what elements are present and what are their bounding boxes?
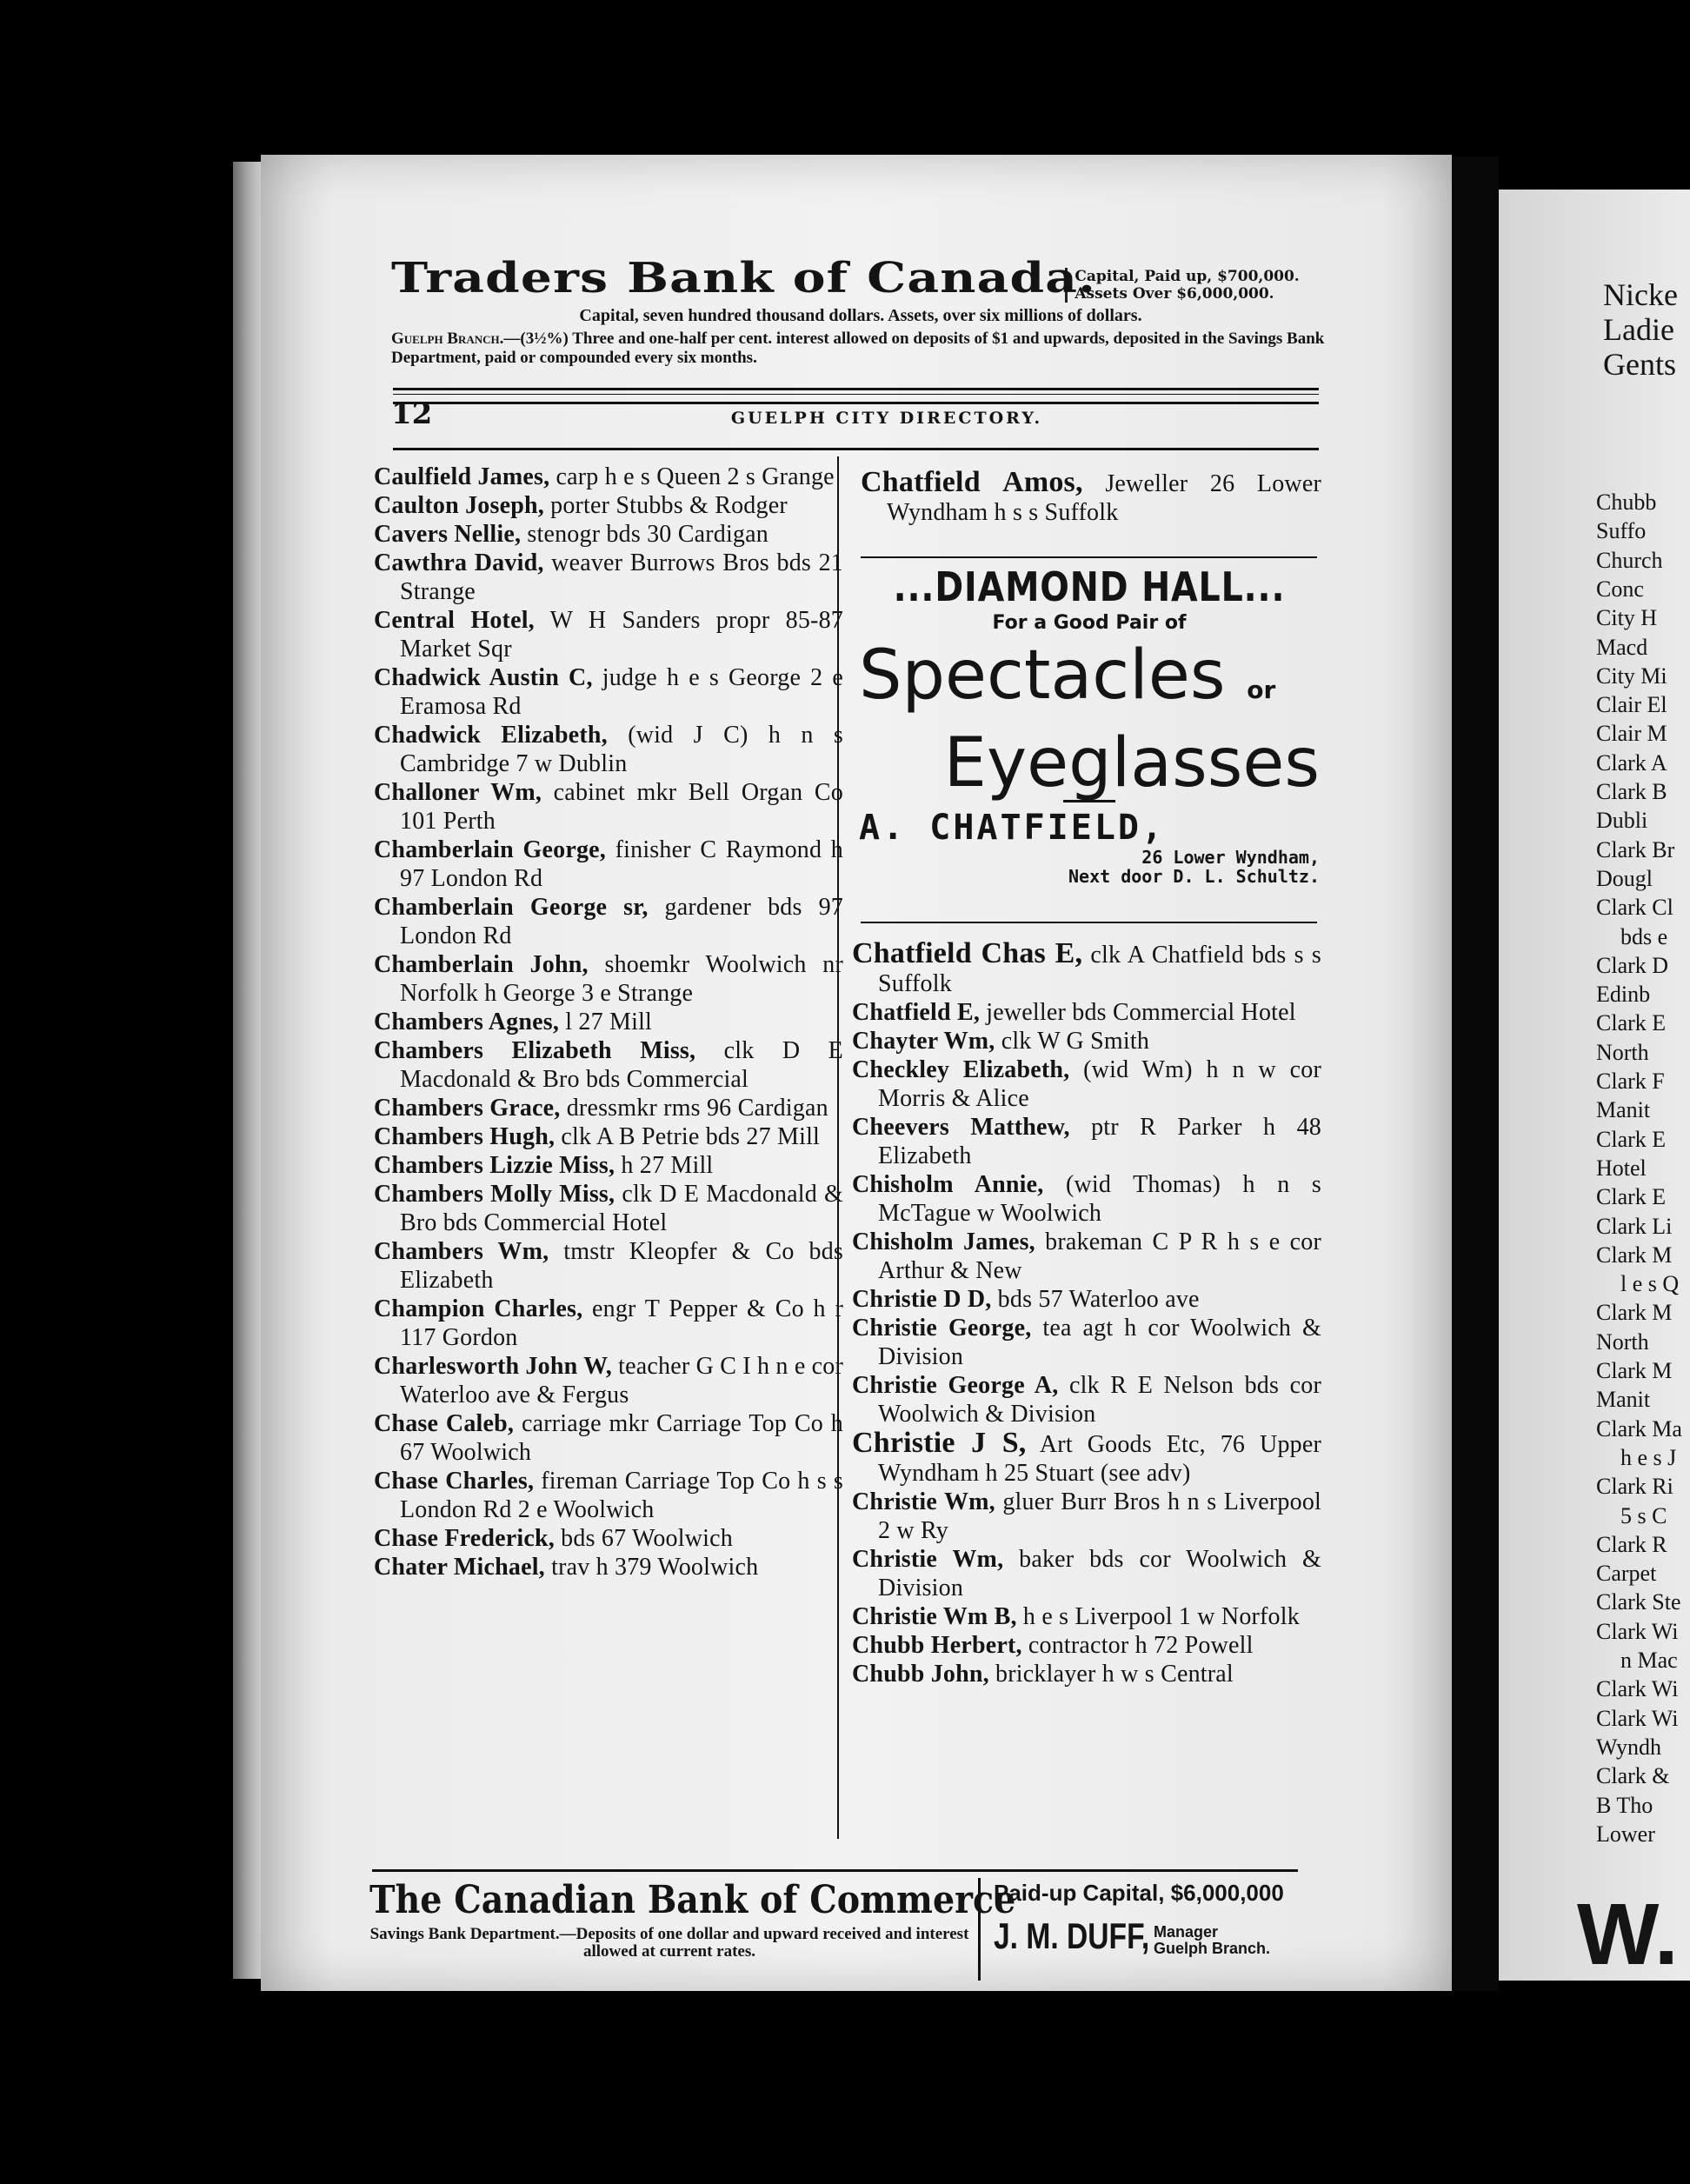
entry-details: Jeweller 26 Lower Wyndham h s s Suffolk: [887, 470, 1321, 526]
entry-details: clk W G Smith: [995, 1028, 1150, 1055]
entry-details: clk D E Macdonald & Bro bds Commercial Hotel: [400, 1181, 843, 1236]
next-page-entry: Clair El: [1596, 692, 1667, 718]
next-page-entry: Clark B: [1596, 779, 1667, 804]
next-page-entry: Hotel: [1596, 1155, 1647, 1181]
eyeglasses-heading: Eyeglasses: [943, 724, 1320, 802]
next-page-ad-letter: W.: [1577, 1886, 1679, 1981]
entry-name: Christie Wm,: [852, 1546, 1004, 1573]
directory-entry: [852, 1055, 1321, 1113]
next-page-entry: Clark E: [1596, 1010, 1667, 1036]
diamond-hall-title: ...DIAMOND HALL...: [893, 563, 1286, 610]
directory-entry: [852, 1631, 1321, 1660]
entry-name: Chambers Elizabeth Miss,: [374, 1037, 696, 1064]
entry-details: engr T Pepper & Co h r 117 Gordon: [400, 1295, 843, 1351]
entry-details: clk D E Macdonald & Bro bds Commercial: [400, 1037, 843, 1093]
next-page-entry: Clark M: [1596, 1358, 1673, 1383]
entry-name: Chubb Herbert,: [852, 1632, 1022, 1659]
directory-entry: [852, 1602, 1321, 1631]
directory-entry: [374, 836, 843, 893]
traders-bank-name: Traders Bank of Canada.: [391, 254, 1097, 303]
next-page-entry: Clark M: [1596, 1300, 1673, 1326]
capital-note-line-1: Capital, Paid up, $700,000.: [1075, 268, 1300, 285]
entry-name: Chubb John,: [852, 1661, 989, 1688]
entry-details: bds 57 Waterloo ave: [991, 1286, 1200, 1313]
directory-entry: [374, 1352, 843, 1409]
entry-name: Chater Michael,: [374, 1554, 545, 1581]
next-page-entry: Dubli: [1596, 808, 1648, 834]
entry-details: clk R E Nelson bds cor Woolwich & Division: [878, 1372, 1321, 1428]
right-column: [852, 939, 1321, 1688]
entry-name: Chisholm James,: [852, 1228, 1035, 1255]
next-page-entry: North: [1596, 1039, 1649, 1065]
directory-entry: [374, 606, 843, 663]
next-page-entry: Clark A: [1596, 749, 1667, 776]
next-page-entry: Suffo: [1596, 518, 1647, 544]
next-page-entry: Edinb: [1596, 982, 1651, 1008]
cbc-left: [369, 1878, 1016, 1961]
directory-entry: [374, 1467, 843, 1524]
entry-details: teacher G C I h n e cor Waterloo ave & Fergus: [400, 1353, 844, 1408]
directory-entry: [852, 1660, 1321, 1688]
next-page-entry: Clark Ri: [1596, 1474, 1673, 1500]
next-page-entry: bds e: [1620, 923, 1668, 949]
next-page-entry: Lower: [1596, 1821, 1655, 1847]
entry-details: cabinet mkr Bell Organ Co 101 Perth: [400, 779, 843, 835]
directory-entry: [852, 1285, 1321, 1314]
directory-entry: [852, 1428, 1321, 1488]
capital-note-line-2: Assets Over $6,000,000.: [1075, 285, 1274, 303]
next-page-head-2: Ladie: [1603, 312, 1674, 347]
next-page-entry: Clark Wi: [1596, 1705, 1679, 1731]
cbc-manager: [994, 1915, 1324, 1957]
entry-details: stenogr bds 30 Cardigan: [521, 521, 768, 548]
entry-name: Chase Frederick,: [374, 1525, 555, 1552]
next-page-head-3: Gents: [1603, 347, 1676, 382]
entry-details: brakeman C P R h s e cor Arthur & New: [878, 1228, 1321, 1284]
next-page-entry: Church: [1596, 547, 1663, 573]
next-page-entry: Conc: [1596, 576, 1644, 602]
cbc-capital: Paid-up Capital, $6,000,000: [994, 1880, 1284, 1906]
running-head: GUELPH CITY DIRECTORY.: [730, 409, 1043, 428]
entry-details: gluer Burr Bros h n s Liverpool 2 w Ry: [878, 1488, 1321, 1544]
directory-entry: [374, 520, 843, 549]
next-page-head-1: Nicke: [1603, 277, 1678, 312]
entry-details: porter Stubbs & Rodger: [543, 492, 788, 519]
next-page-entry: Chubb: [1596, 489, 1657, 515]
traders-bank-capital-line: Capital, seven hundred thousand dollars. Assets, over six millions of dollars.: [579, 306, 1142, 325]
entry-details: carp h e s Queen 2 s Grange: [549, 463, 835, 490]
next-page-entry: City H: [1596, 605, 1658, 631]
cbc-savings-note: Savings Bank Department.—Deposits of one dollar and upward received and interest allowed at current rates.: [369, 1925, 969, 1961]
entry-name: Chadwick Austin C,: [374, 664, 593, 691]
entry-details: dressmkr rms 96 Cardigan: [560, 1095, 828, 1122]
directory-entry: [374, 893, 843, 950]
entry-name: Checkley Elizabeth,: [852, 1056, 1070, 1083]
diamond-hall-ad: [859, 563, 1320, 886]
entry-details: h 27 Mill: [615, 1152, 714, 1179]
directory-entry: [852, 998, 1321, 1027]
entry-name: Chatfield Amos,: [861, 466, 1083, 498]
entry-name: Charlesworth John W,: [374, 1353, 612, 1380]
next-page-entry: Wyndh: [1596, 1734, 1661, 1760]
next-page-entry: Clark D: [1596, 952, 1669, 978]
entry-name: Champion Charles,: [374, 1295, 583, 1322]
cbc-name: The Canadian Bank of Commerce: [369, 1878, 1016, 1922]
ad-top-rule: [861, 556, 1317, 558]
entry-details: judge h e s George 2 e Eramosa Rd: [400, 664, 843, 720]
entry-details: jeweller bds Commercial Hotel: [980, 999, 1296, 1026]
entry-name: Cheevers Matthew,: [852, 1114, 1070, 1141]
manager-title: [1154, 1924, 1270, 1957]
directory-entry: [374, 1237, 843, 1295]
entry-name: Chambers Molly Miss,: [374, 1181, 615, 1208]
traders-bank-branch-text: [391, 330, 1330, 368]
next-page-entry: Clark &: [1596, 1763, 1670, 1789]
directory-entry: [374, 1122, 843, 1151]
entry-details: ptr R Parker h 48 Elizabeth: [878, 1114, 1321, 1169]
next-page-entry: 5 s C: [1620, 1502, 1667, 1528]
entry-details: (wid Thomas) h n s McTague w Woolwich: [878, 1171, 1321, 1227]
diamond-hall-subtitle: For a Good Pair of: [992, 612, 1187, 634]
next-page-entry: Clark E: [1596, 1126, 1667, 1152]
entry-details: tea agt h cor Woolwich & Division: [878, 1315, 1321, 1370]
header-rule-2: [393, 394, 1319, 395]
entry-name: Caulton Joseph,: [374, 492, 544, 519]
chatfield-address-2: Next door D. L. Schultz.: [1068, 866, 1320, 887]
spectacles-heading: [859, 636, 1320, 727]
directory-entry: [374, 1008, 843, 1036]
next-page-entry: l e s Q: [1620, 1271, 1680, 1297]
directory-entry: [374, 950, 843, 1008]
left-column: [374, 463, 843, 1581]
directory-entry: [374, 549, 843, 606]
entry-details: h e s Liverpool 1 w Norfolk: [1016, 1603, 1300, 1630]
entry-name: Christie J S,: [852, 1427, 1027, 1459]
directory-entry: [374, 1295, 843, 1352]
next-page-entry: h e s J: [1620, 1444, 1677, 1470]
directory-entry: [852, 1488, 1321, 1545]
ad-bottom-rule: [861, 922, 1317, 923]
next-page-entry: Manit: [1596, 1387, 1651, 1413]
next-page-entry: Clark R: [1596, 1531, 1667, 1557]
directory-entry: [852, 1371, 1321, 1428]
next-page-entry: n Mac: [1620, 1648, 1678, 1673]
entry-name: Christie George A,: [852, 1372, 1059, 1399]
entry-details: bricklayer h w s Central: [988, 1661, 1234, 1688]
branch-label: Guelph Branch.: [391, 330, 504, 348]
adjacent-page-fragment: [1499, 190, 1690, 1981]
entry-name: Chambers Grace,: [374, 1095, 561, 1122]
directory-entry: [374, 1036, 843, 1094]
directory-entry: [852, 1314, 1321, 1371]
page-number: 12: [391, 396, 433, 431]
entry-details: clk A B Petrie bds 27 Mill: [555, 1123, 821, 1150]
entry-name: Chayter Wm,: [852, 1028, 995, 1055]
entry-details: l 27 Mill: [559, 1009, 653, 1035]
directory-entry: [852, 1545, 1321, 1602]
directory-entry: [852, 1228, 1321, 1285]
entry-details: weaver Burrows Bros bds 21 Strange: [400, 549, 844, 605]
directory-entry: [852, 939, 1321, 998]
entry-name: Chase Charles,: [374, 1468, 535, 1495]
entry-name: Chase Caleb,: [374, 1410, 515, 1437]
next-page-entry: Manit: [1596, 1097, 1651, 1123]
next-page-entry: Dougl: [1596, 865, 1653, 891]
directory-entry: [852, 1113, 1321, 1170]
entry-details: fireman Carriage Top Co h s s London Rd 2 e Woolwich: [400, 1468, 843, 1523]
entry-details: finisher C Raymond h 97 London Rd: [400, 836, 843, 892]
entry-name: Christie George,: [852, 1315, 1032, 1342]
cbc-separator: [978, 1878, 981, 1981]
next-page-entry: City Mi: [1596, 663, 1667, 689]
next-page-entry: Clark Ma: [1596, 1415, 1682, 1442]
entry-details: tmstr Kleopfer & Co bds Elizabeth: [400, 1238, 843, 1294]
entry-details: baker bds cor Woolwich & Division: [878, 1546, 1321, 1601]
running-head-rule: [393, 448, 1319, 450]
page-gutter: [1452, 156, 1499, 1991]
directory-entry: [374, 778, 843, 836]
entry-name: Chambers Hugh,: [374, 1123, 556, 1150]
next-page-entry: Clark F: [1596, 1069, 1665, 1094]
next-page-entry: B Tho: [1596, 1792, 1653, 1818]
directory-entry: [852, 1027, 1321, 1055]
next-page-entry: Clark Li: [1596, 1213, 1673, 1239]
entry-details: bds 67 Woolwich: [554, 1525, 733, 1552]
chatfield-address-1: 26 Lower Wyndham,: [1141, 847, 1320, 868]
entry-name: Challoner Wm,: [374, 779, 542, 806]
entry-details: (wid J C) h n s Cambridge 7 w Dublin: [400, 722, 843, 777]
header-rule-3: [393, 402, 1319, 404]
entry-name: Caulfield James,: [374, 463, 550, 490]
entry-details: contractor h 72 Powell: [1021, 1632, 1254, 1659]
entry-name: Christie Wm B,: [852, 1603, 1017, 1630]
footer-rule: [372, 1869, 1298, 1872]
entry-details: (wid Wm) h n w cor Morris & Alice: [878, 1056, 1321, 1112]
directory-entry: [374, 1524, 843, 1553]
entry-details: shoemkr Woolwich nr Norfolk h George 3 e Strange: [400, 951, 843, 1007]
manager-title-2: Guelph Branch.: [1154, 1940, 1271, 1957]
entry-name: Central Hotel,: [374, 607, 535, 634]
entry-name: Chamberlain John,: [374, 951, 589, 978]
manager-title-1: Manager: [1154, 1923, 1219, 1941]
directory-entry: [374, 1180, 843, 1237]
entry-name: Chambers Lizzie Miss,: [374, 1152, 615, 1179]
entry-name: Chadwick Elizabeth,: [374, 722, 608, 749]
next-page-entry: Clark Br: [1596, 836, 1675, 862]
entry-name: Cawthra David,: [374, 549, 544, 576]
or-word: or: [1247, 676, 1276, 704]
directory-entry: [374, 1553, 843, 1581]
next-page-entry: Macd: [1596, 634, 1648, 660]
entry-details: carriage mkr Carriage Top Co h 67 Woolwich: [400, 1410, 843, 1466]
entry-name: Chamberlain George sr,: [374, 894, 649, 921]
next-page-entry: Clark Wi: [1596, 1676, 1679, 1702]
entry-name: Chatfield Chas E,: [852, 937, 1083, 969]
directory-entry: [374, 663, 843, 721]
entry-name: Chatfield E,: [852, 999, 981, 1026]
spectacles-word: Spectacles: [859, 636, 1226, 715]
traders-bank-capital-note: [1065, 268, 1299, 303]
directory-entry: [374, 1151, 843, 1180]
next-page-entry: Clair M: [1596, 721, 1667, 747]
next-page-entry: Clark Wi: [1596, 1618, 1679, 1644]
next-page-entry: Clark M: [1596, 1242, 1673, 1268]
chatfield-name: A. CHATFIELD,: [859, 808, 1166, 848]
branch-body: —(3½%) Three and one-half per cent. interest allowed on deposits of $1 and upwards, deposited in the Savings Bank Department, paid or compounded every six months.: [391, 330, 1325, 367]
page-binding-edge: [233, 162, 263, 1979]
entry-details: clk A Chatfield bds s s Suffolk: [878, 942, 1321, 997]
entry-details: trav h 379 Woolwich: [544, 1554, 759, 1581]
entry-details: gardener bds 97 London Rd: [400, 894, 843, 949]
manager-name: J. M. DUFF,: [994, 1915, 1150, 1956]
directory-entry: [374, 463, 843, 491]
next-page-entry: Clark Cl: [1596, 895, 1673, 921]
entry-name: Chambers Wm,: [374, 1238, 549, 1265]
entry-name: Chambers Agnes,: [374, 1009, 560, 1035]
entry-details: Art Goods Etc, 76 Upper Wyndham h 25 Stuart (see adv): [878, 1431, 1321, 1487]
directory-entry: [374, 1094, 843, 1122]
entry-name: Christie D D,: [852, 1286, 992, 1313]
next-page-entry: North: [1596, 1328, 1649, 1355]
entry-name: Cavers Nellie,: [374, 521, 522, 548]
header-rule-1: [393, 388, 1319, 390]
traders-bank-ad: [391, 254, 1330, 368]
chatfield-amos-entry: [861, 468, 1321, 527]
directory-entry: [374, 721, 843, 778]
next-page-entry: Carpet: [1596, 1561, 1657, 1587]
directory-entry: [374, 1409, 843, 1467]
entry-name: Christie Wm,: [852, 1488, 995, 1515]
entry-details: W H Sanders propr 85-87 Market Sqr: [400, 607, 843, 663]
entry-name: Chisholm Annie,: [852, 1171, 1044, 1198]
cbc-right: [994, 1880, 1324, 1957]
directory-entry: [852, 1170, 1321, 1228]
entry-name: Chamberlain George,: [374, 836, 606, 863]
next-page-entry: Clark Ste: [1596, 1589, 1681, 1615]
next-page-entry: Clark E: [1596, 1184, 1667, 1210]
directory-entry: [374, 491, 843, 520]
